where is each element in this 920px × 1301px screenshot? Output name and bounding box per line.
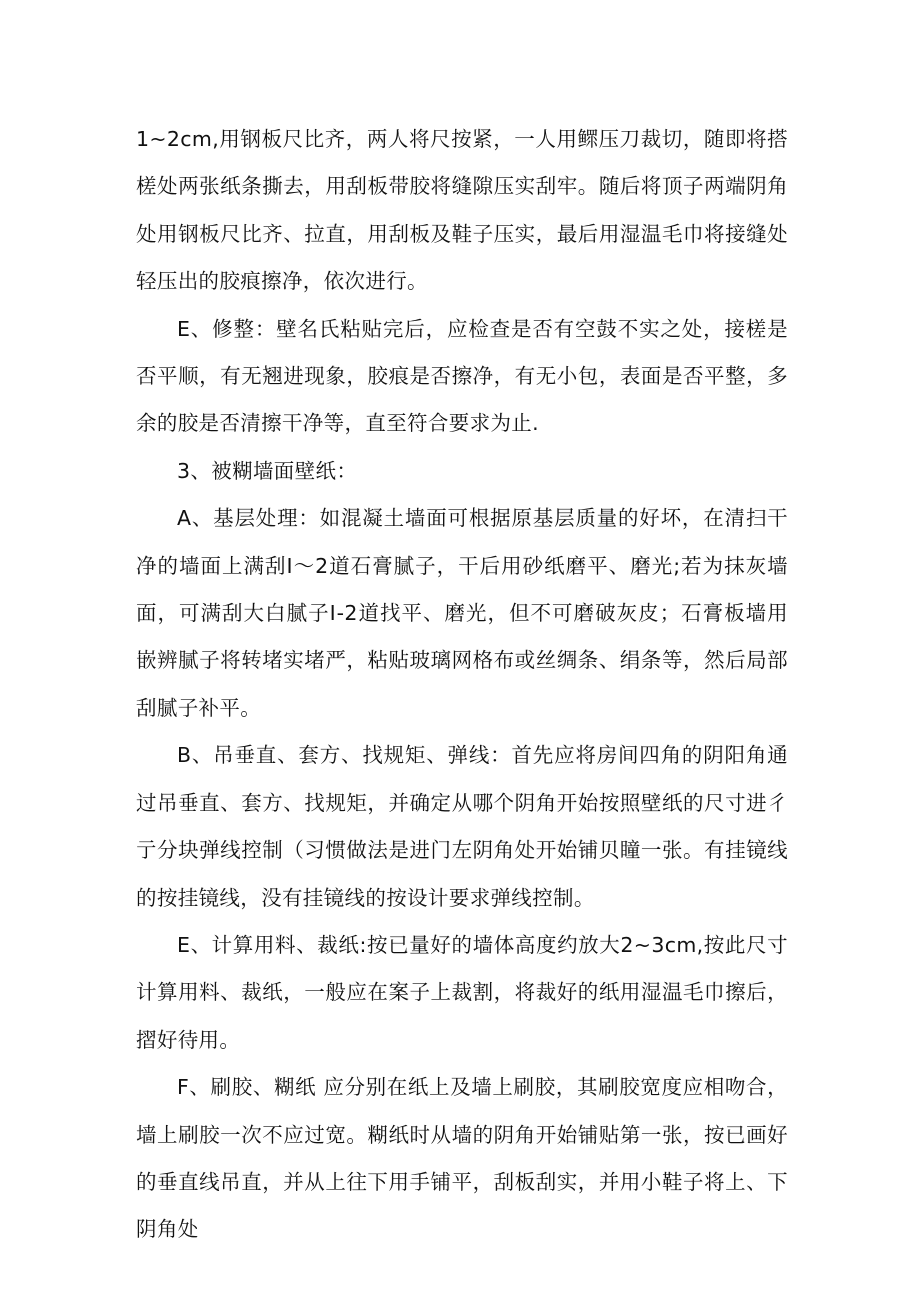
paragraph-f-glue-paper: F、刷胶、糊纸 应分别在纸上及墙上刷胶，其刷胶宽度应相吻合，墙上刷胶一次不应过宽。糊纸时从墙的阴角开始铺贴第一张，按已画好的垂直线吊直，并从上往下用手铺平，刮板刮实，并用小鞋子将上、下阴角处 [136,1075,788,1242]
paragraph-e-material-calc: E、计算用料、裁纸:按已量好的墙体高度约放大2~3cm,按此尺寸计算用料、裁纸，一般应在案子上裁割，将裁好的纸用湿温毛巾擦后，摺好待用。 [136,932,788,1052]
paragraph-continuation: 1~2cm,用钢板尺比齐，两人将尺按紧，一人用鳏压刀裁切，随即将搭槎处两张纸条撕去，用刮板带胶将缝隙压实刮牢。随后将顶子两端阴角处用钢板尺比齐、拉直，用刮板及鞋子压实，最后用湿温毛巾将接缝处轻压出的胶痕擦净，依次进行。 [136,127,788,294]
paragraph-b-plumb-line: B、吊垂直、套方、找规矩、弹线：首先应将房间四角的阴阳角通过吊垂直、套方、找规矩，并确定从哪个阴角开始按照壁纸的尺寸进彳亍分块弹线控制（习惯做法是进门左阴角处开始铺贝瞳一张。有挂镜线的按挂镜线，没有挂镜线的按设计要求弹线控制。 [136,743,788,910]
body-text [136,116,788,1254]
section-heading-3: 3、被糊墙面壁纸： [177,458,358,483]
paragraph-e-trimming: E、修整：壁名氏粘贴完后，应检查是否有空鼓不实之处，接槎是否平顺，有无翘进现象，胶痕是否擦净，有无小包，表面是否平整，多余的胶是否清擦干净等，直至符合要求为止. [136,316,788,436]
paragraph-a-base-treatment: A、基层处理：如混凝土墙面可根据原基层质量的好坏，在清扫干净的墙面上满刮Ⅰ〜2道石膏腻子，干后用砂纸磨平、磨光;若为抹灰墙面，可满刮大白腻子Ⅰ-2道找平、磨光，但不可磨破灰皮；石膏板墙用嵌辨腻子将转堵实堵严，粘贴玻璃网格布或丝绸条、绢条等，然后局部刮腻子补平。 [136,506,788,720]
